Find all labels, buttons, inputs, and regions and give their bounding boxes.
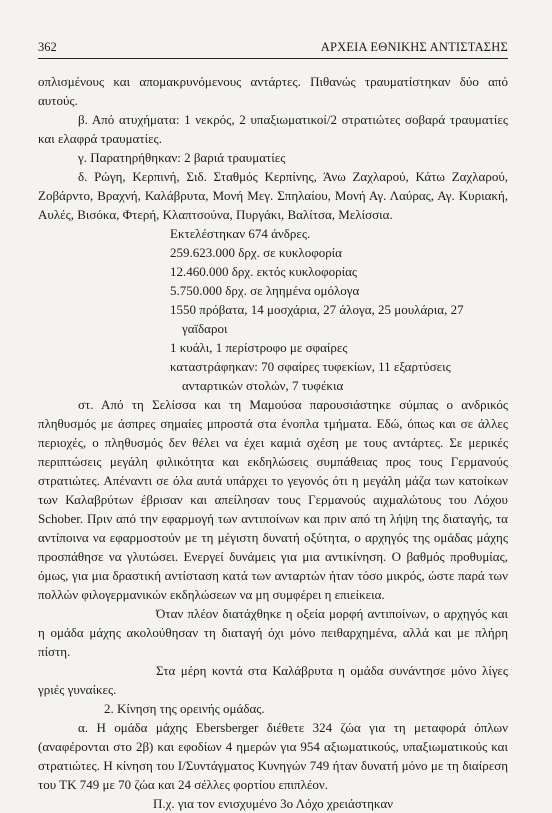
list-item: 1550 πρόβατα, 14 μοσχάρια, 27 άλογα, 25 μουλάρια, 27 γαϊδαροι	[170, 302, 464, 336]
paragraph-kalavryta: Στα μέρη κοντά στα Καλάβρυτα η ομάδα συνάντησε μόνο λίγες γριές γυναίκες.	[38, 663, 508, 697]
losses-list	[170, 224, 508, 395]
list-item: 1 κυάλι, 1 περίστροφο με σφαίρες	[170, 340, 348, 355]
paragraph-reprisals: Όταν πλέον διατάχθηκε η οξεία μορφή αντιποίνων, ο αρχηγός και η ομάδα μάχης ακολούθησαν τη διαταγή όχι μόνο πειθαρχημένα, αλλά και με πλήρη πίστη.	[38, 606, 508, 659]
paragraph-example: Π.χ. για τον ενισχυμένο 3ο Λόχο χρειάστηκαν	[152, 796, 394, 811]
list-item: 5.750.000 δρχ. σε ληημένα ομόλογα	[170, 283, 360, 298]
running-header	[38, 40, 508, 59]
list-item: 12.460.000 δρχ. εκτός κυκλοφορίας	[170, 264, 358, 279]
list-item: καταστράφηκαν: 70 σφαίρες τυφεκίων, 11 εξαρτύσεις ανταρτικών στολών, 7 τυφέκια	[170, 359, 451, 393]
section-heading: 2. Κίνηση της ορεινής ομάδας.	[104, 701, 265, 716]
paragraph-d: δ. Ρώγη, Κερπινή, Σιδ. Σταθμός Κερπίνης, Άνω Ζαχλαρού, Κάτω Ζαχλαρού, Ζοβάρντο, Βραχνή, Καλάβρυτα, Μονή Μεγ. Σπηλαίου, Μονή Αγ. Λαύρας, Αγ. Κυριακή, Αυλές, Βισόκα, Φτερή, Κλαπτσούνα, Πυργάκι, Βαλίτσα, Μελίσσια.	[38, 169, 508, 222]
paragraph-continuation: οπλισμένους και απομακρυνόμενους αντάρτες. Πιθανώς τραυματίστηκαν δύο από αυτούς.	[38, 74, 508, 108]
list-item: Εκτελέστηκαν 674 άνδρες.	[170, 226, 311, 241]
paragraph-b: β. Από ατυχήματα: 1 νεκρός, 2 υπαξιωματικοί/2 στρατιώτες σοβαρά τραυματίες και ελαφρά τραυματίες.	[38, 112, 508, 146]
body-text	[38, 72, 508, 813]
paragraph-c: γ. Παρατηρήθηκαν: 2 βαριά τραυματίες	[78, 150, 286, 165]
page-number: 362	[38, 40, 57, 54]
paragraph-a: α. Η ομάδα μάχης Ebersberger διέθετε 324 ζώα για τη μεταφορά όπλων (αναφέρονται στο 2β) και εφοδίων 4 ημερών για 954 αξιωματικούς, υπαξιωματικούς και στρατιώτες. Η κίνηση του Ι/Συντάγματος Κυνηγών 749 ήταν δυνατή μόνο με τη διαίρεση του ΤΚ 749 με 70 ζώα και 24 σέλλες φορτίου επιπλέον.	[38, 720, 508, 792]
paragraph-st: στ. Από τη Σελίσσα και τη Μαμούσα παρουσιάστηκε σύμπας ο ανδρικός πληθυσμός με άσπρες σημαίες μπροστά στα ένοπλα τμήματα. Εδώ, όπως και σε άλλες περιοχές, ο πληθυσμός δεν θέλει να έχει καμιά σχέση με τους αντάρτες. Σε μερικές περιπτώσεις μεγάλη φιλικότητα και εκδηλώσεις συμπάθειας προς τους Γερμανούς στρατιώτες. Απέναντι σε όλα αυτά υπάρχει το γεγονός ότι η μεγάλη μάζα των κατοίκων των Καλαβρύτων έβρισαν και απείλησαν τους Γερμανούς αιχμαλώτους του Λόχου Schober. Πριν από την εφαρμογή των αντιποίνων και πριν από τη λήψη της διαταγής, τα αντίποινα να εφαρμοστούν με τη μέγιστη δυνατή οξύτητα, ο αρχηγός της ομάδας μάχης προσπάθησε να γλυτώσει. Ενεργεί δυνάμεις για μια αντικίνηση. Ο βαθμός προθυμίας, όμως, για μια δραστική αντίσταση κατά των ανταρτών ήταν τόσο μικρός, ώστε παρά των πολλών φιλογερμανικών εκδηλώσεων να μη συμφέρει η επιείκεια.	[38, 397, 508, 602]
list-item: 259.623.000 δρχ. σε κυκλοφορία	[170, 245, 342, 260]
running-title: ΑΡΧΕΙΑ ΕΘΝΙΚΗΣ ΑΝΤΙΣΤΑΣΗΣ	[320, 40, 508, 54]
